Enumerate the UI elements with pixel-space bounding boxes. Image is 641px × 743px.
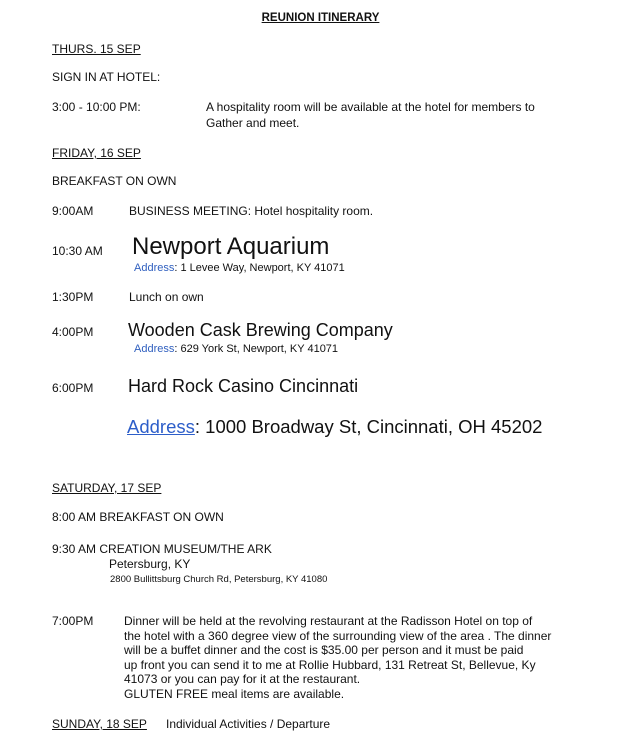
saturday-breakfast: 8:00 AM BREAKFAST ON OWN [52,510,224,524]
page-title: REUNION ITINERARY [261,12,380,24]
aquarium-address-label[interactable]: Address [134,262,175,274]
brewing-time: 4:00PM [52,325,94,339]
aquarium-time: 10:30 AM [52,244,103,258]
aquarium-name: Newport Aquarium [132,233,330,260]
lunch-time: 1:30PM [52,290,94,304]
dinner-line-5: 41073 or you can pay for it at the restaurant. [124,672,361,686]
day-heading-saturday: SATURDAY, 17 SEP [52,481,162,495]
museum-address: 2800 Bullittsburg Church Rd, Petersburg, KY 41080 [110,574,328,585]
sunday-desc: Individual Activities / Departure [166,717,331,731]
hospitality-desc-line2: Gather and meet. [206,116,300,130]
sign-in-label: SIGN IN AT HOTEL: [52,70,161,84]
day-heading-friday: FRIDAY, 16 SEP [52,146,141,160]
brewing-name: Wooden Cask Brewing Company [128,320,393,340]
lunch-desc: Lunch on own [129,290,204,304]
casino-time: 6:00PM [52,381,94,395]
brewing-address-label[interactable]: Address [134,343,175,355]
dinner-line-6: GLUTEN FREE meal items are available. [124,687,345,701]
dinner-line-3: will be a buffet dinner and the cost is $35.00 per person and it must be paid [124,643,524,657]
casino-name: Hard Rock Casino Cincinnati [128,376,359,396]
friday-breakfast: BREAKFAST ON OWN [52,174,177,188]
hospitality-desc-line1: A hospitality room will be available at the hotel for members to [206,100,535,114]
casino-address-link[interactable]: Address [127,416,195,437]
dinner-line-4: up front you can send it to me at Rollie Hubbard, 131 Retreat St, Bellevue, Ky [124,658,536,672]
day-heading-thursday: THURS. 15 SEP [52,42,141,56]
museum-line: 9:30 AM CREATION MUSEUM/THE ARK [52,542,272,556]
hospitality-time: 3:00 - 10:00 PM: [52,100,141,114]
museum-city: Petersburg, KY [109,557,191,571]
dinner-line-2: the hotel with a 360 degree view of the surrounding view of the area . The dinner [124,629,552,643]
dinner-line-1: Dinner will be held at the revolving restaurant at the Radisson Hotel on top of [124,614,533,628]
aquarium-address [134,262,345,275]
brewing-address-text: : 629 York St, Newport, KY 41071 [174,343,339,355]
brewing-address [134,343,338,356]
meeting-time: 9:00AM [52,204,94,218]
day-heading-sunday: SUNDAY, 18 SEP [52,717,147,731]
casino-address [127,416,542,438]
meeting-desc: BUSINESS MEETING: Hotel hospitality room. [129,204,374,218]
aquarium-address-text: : 1 Levee Way, Newport, KY 41071 [174,262,345,274]
dinner-time: 7:00PM [52,614,94,628]
casino-address-text: : 1000 Broadway St, Cincinnati, OH 45202 [194,416,543,437]
